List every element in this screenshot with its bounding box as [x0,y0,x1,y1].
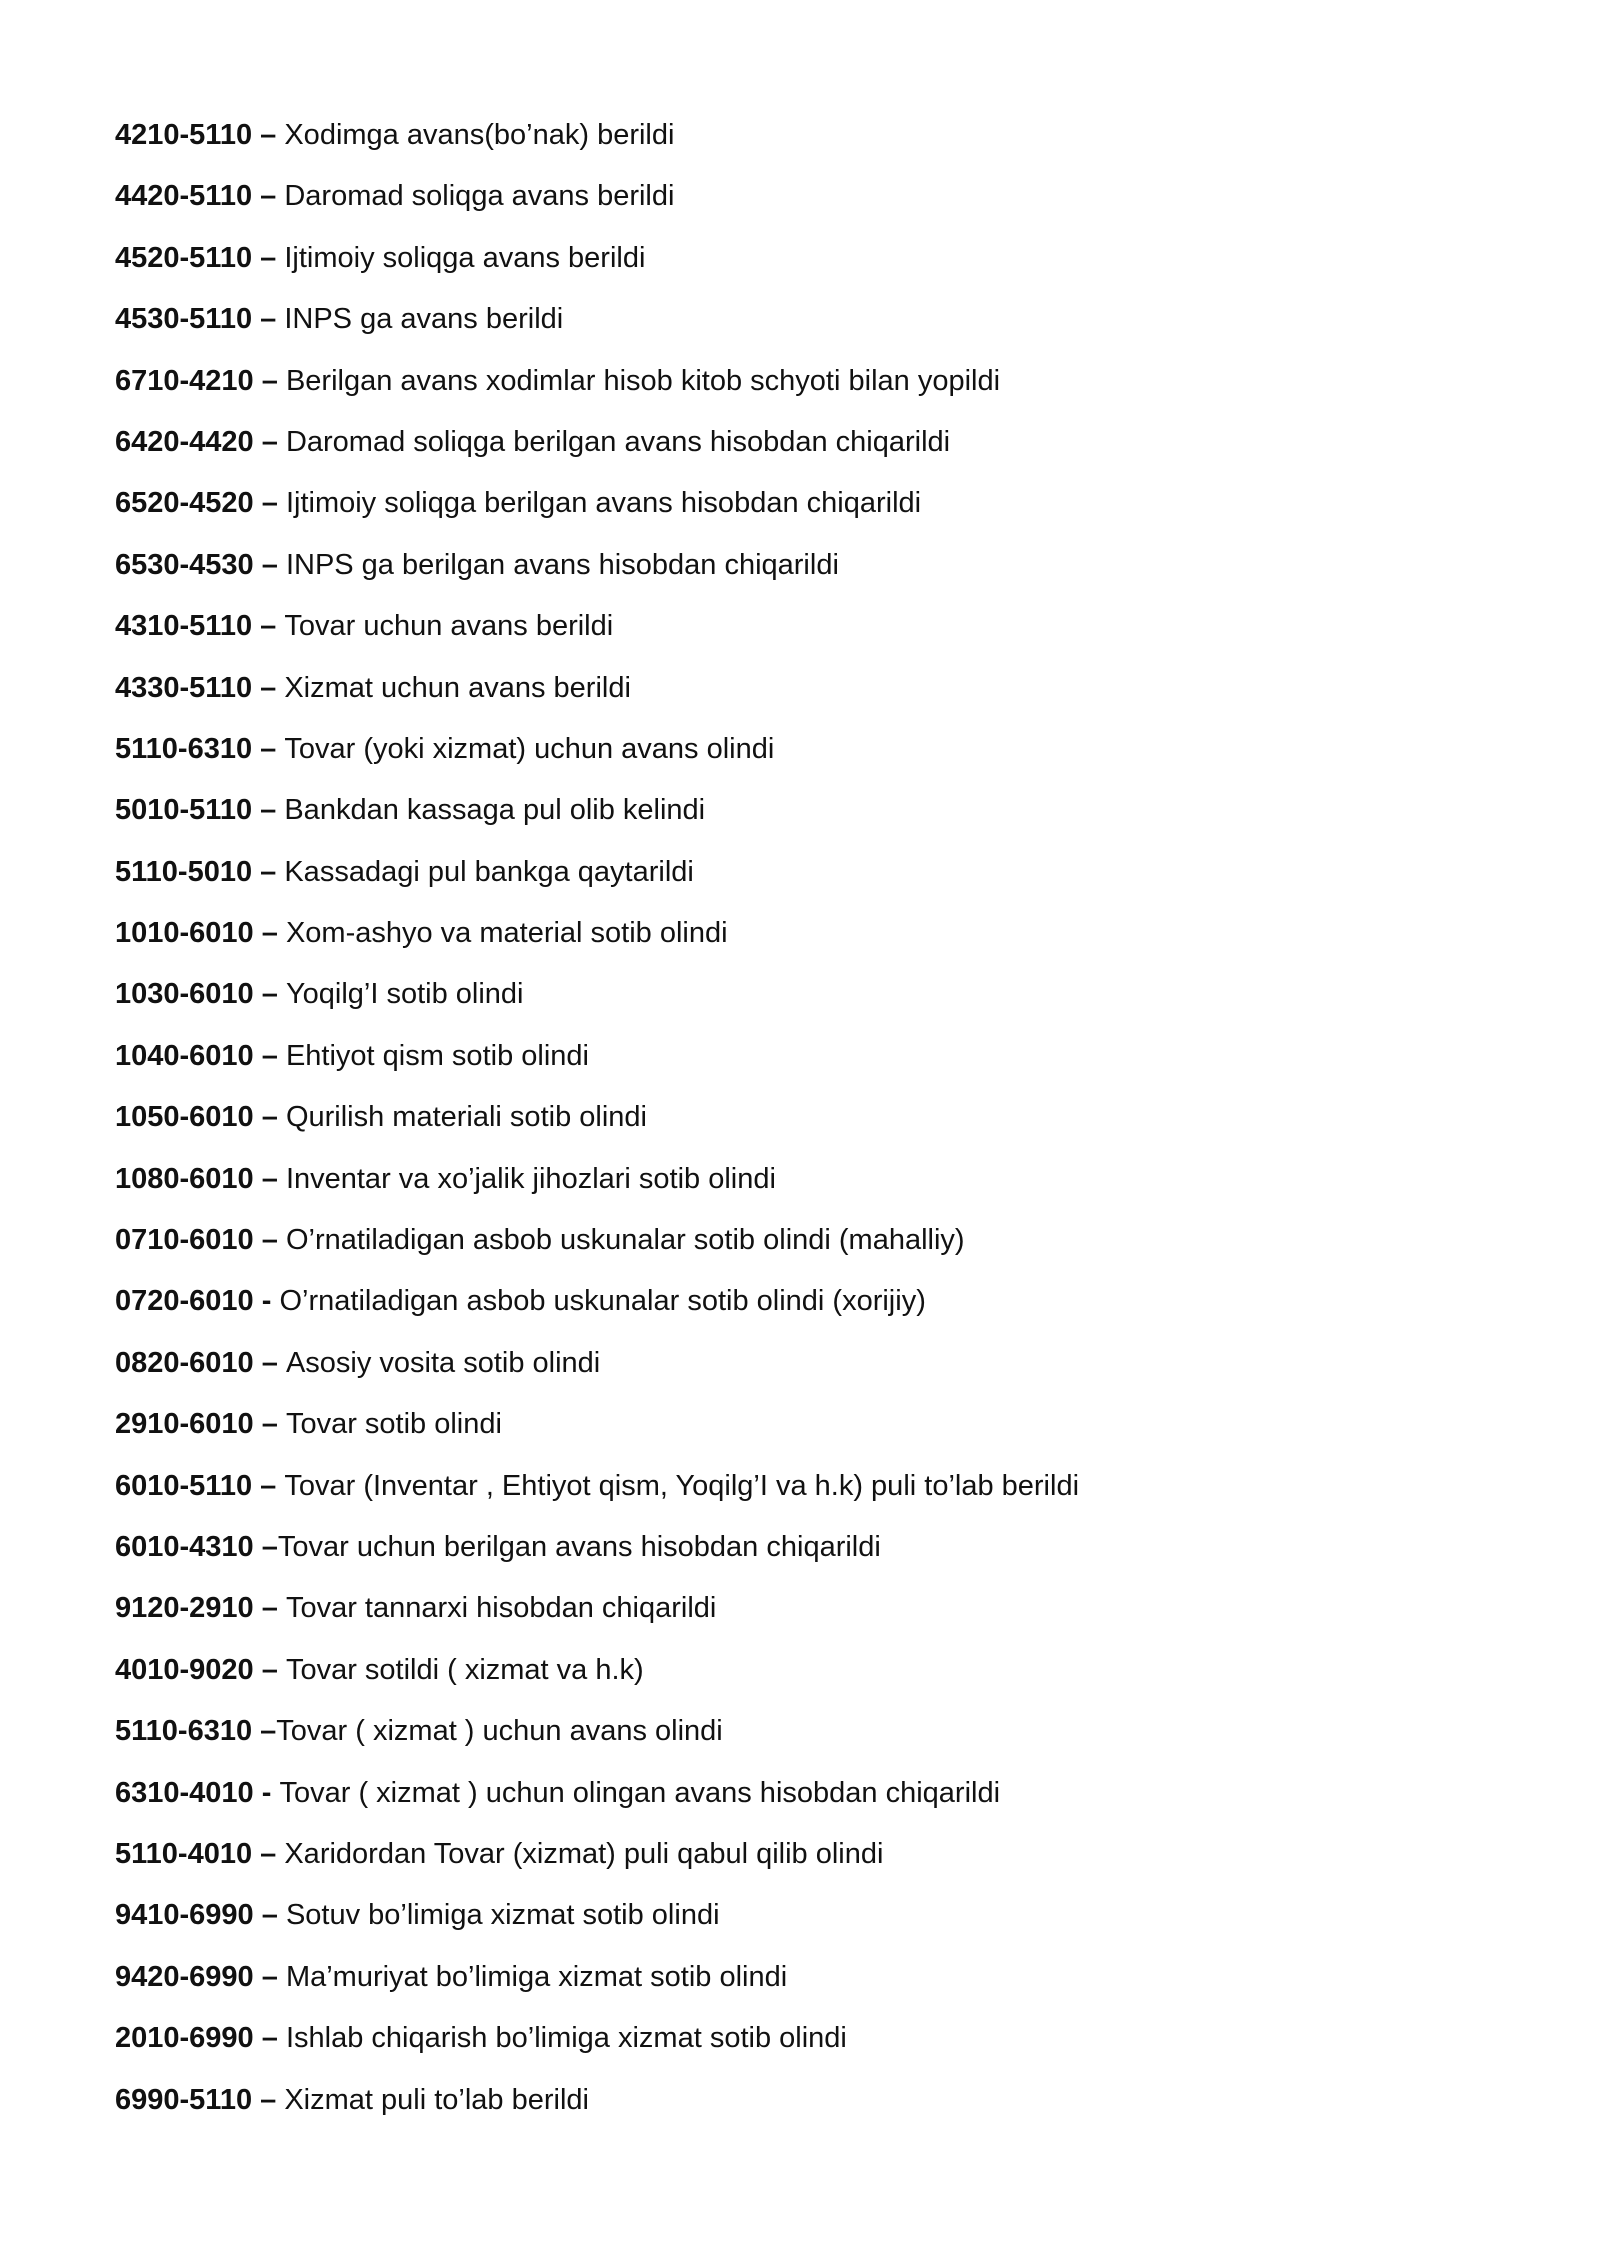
entry-description: Xizmat puli to’lab berildi [284,2083,589,2116]
account-code: 5110-4010 [115,1837,253,1870]
separator: – [252,1715,277,1748]
list-item [115,481,1555,542]
separator: – [252,2083,285,2116]
separator: - [253,1285,280,1318]
separator: – [253,917,286,950]
entry-description: Ma’muriyat bo’limiga xizmat sotib olindi [285,1960,788,1993]
account-code: 1080-6010 [115,1162,254,1195]
separator: – [253,1530,278,1563]
list-item [115,359,1555,420]
separator: – [252,119,285,151]
account-code: 5110-6310 [115,1715,253,1748]
entry-description: Bankdan kassaga pul olib kelindi [284,794,706,827]
list-item [115,297,1555,358]
entry-description: Tovar sotib olindi [285,1408,502,1441]
separator: – [253,364,286,397]
account-code: 6530-4530 [115,548,254,581]
list-item [115,420,1555,481]
entry-description: Tovar (yoki xizmat) uchun avans olindi [284,732,775,765]
entry-description: Xom-ashyo va material sotib olindi [285,917,728,950]
list-item [115,1771,1555,1832]
separator: – [252,1837,285,1870]
list-item [115,666,1555,727]
account-code: 5110-5010 [115,855,253,888]
list-item [115,1464,1555,1525]
list-item [115,113,1555,174]
list-item [115,788,1555,849]
separator: – [252,1469,285,1502]
separator: – [252,732,285,765]
account-code: 6710-4210 [115,364,254,397]
separator: – [252,180,285,213]
separator: – [252,241,285,274]
list-item [115,1955,1555,2016]
list-item [115,1402,1555,1463]
list-item [115,850,1555,911]
account-code: 6010-4310 [115,1530,254,1563]
separator: – [253,1224,286,1257]
account-code: 4210-5110 [115,119,253,151]
separator: – [252,855,285,888]
separator: – [253,1592,286,1625]
list-item [115,2139,1555,2200]
account-code: 9420-6990 [115,1960,254,1993]
account-code: 0720-6010 [115,1285,254,1318]
account-code: 6990-5110 [115,2083,253,2116]
entry-description: Tovar sotildi ( xizmat va h.k) [285,1653,644,1686]
entry-description: Tovar tannarxi hisobdan chiqarildi [285,1592,717,1625]
entry-description: Ijtimoiy soliqga avans berildi [284,241,646,274]
account-code: 6010-5110 [115,1469,253,1502]
separator: – [253,548,286,581]
account-code: 5110-6310 [115,732,253,765]
account-code: 4530-5110 [115,303,253,336]
entry-description: Berilgan avans xodimlar hisob kitob schyoti bilan yopildi [285,364,1001,397]
entry-description: INPS ga avans berildi [284,303,564,336]
entry-description: Sotuv bo’limiga xizmat sotib olindi [285,1899,720,1932]
list-item [115,1218,1555,1279]
separator: – [253,1653,286,1686]
entry-description: Xizmat uchun avans berildi [284,671,631,704]
separator: - [253,1776,280,1809]
account-code: 2010-6990 [115,2022,254,2055]
account-code: 4420-5110 [115,180,253,213]
list-item [115,1832,1555,1893]
separator: – [253,1346,286,1379]
entry-description: Daromad soliqga avans berildi [284,180,675,213]
account-code: 6420-4420 [115,425,254,458]
account-code: 6310-4010 [115,1776,254,1809]
separator: – [253,1899,286,1932]
separator: – [253,1101,286,1134]
list-item [115,2078,1555,2139]
list-item [115,1157,1555,1218]
list-item [115,2016,1555,2077]
entry-description: Ishlab chiqarish bo’limiga xizmat sotib olindi [285,2022,847,2055]
entry-description: Ijtimoiy soliqga berilgan avans hisobdan chiqarildi [285,487,922,520]
entry-description: Xaridordan Tovar (xizmat) puli qabul qilib olindi [284,1837,884,1870]
entry-description: Inventar va xo’jalik jihozlari sotib olindi [285,1162,776,1195]
list-item [115,1648,1555,1709]
separator: – [252,794,285,827]
entry-description: Tovar uchun avans berildi [284,610,614,643]
account-code: 4330-5110 [115,671,253,704]
separator: – [253,487,286,520]
account-code: 9120-2910 [115,1592,254,1625]
separator: – [252,671,285,704]
list-item [115,1525,1555,1586]
list-item [115,1034,1555,1095]
entry-description: INPS ga berilgan avans hisobdan chiqarildi [285,548,839,581]
entry-description: O’rnatiladigan asbob uskunalar sotib olindi (mahalliy) [285,1224,965,1257]
entry-description: Qurilish materiali sotib olindi [285,1101,647,1134]
account-code: 4310-5110 [115,610,253,643]
account-code: 0710-6010 [115,1224,254,1257]
account-code: 4520-5110 [115,241,253,274]
account-code: 9410-6990 [115,1899,254,1932]
entry-description: Ehtiyot qism sotib olindi [285,1039,589,1072]
list-item [115,1893,1555,1954]
entry-description: Tovar ( xizmat ) uchun avans olindi [276,1715,723,1748]
separator: – [253,1408,286,1441]
entry-description: Yoqilg’I sotib olindi [285,978,524,1011]
accounting-entries-list [115,113,1555,2200]
list-item [115,543,1555,604]
entry-description: Daromad soliqga berilgan avans hisobdan chiqarildi [285,425,951,458]
account-code: 5010-5110 [115,794,253,827]
separator: – [252,610,285,643]
entry-description: Tovar ( xizmat ) uchun olingan avans hisobdan chiqarildi [279,1776,1001,1809]
list-item [115,1709,1555,1770]
account-code: 6520-4520 [115,487,254,520]
entry-description: Kassadagi pul bankga qaytarildi [284,855,694,888]
list-item [115,1341,1555,1402]
separator: – [252,303,285,336]
list-item [115,1095,1555,1156]
list-item [115,972,1555,1033]
entry-description: Asosiy vosita sotib olindi [285,1346,601,1379]
list-item [115,727,1555,788]
account-code: 1030-6010 [115,978,254,1011]
separator: – [253,1162,286,1195]
entry-description: Tovar (Inventar , Ehtiyot qism, Yoqilg’I va h.k) puli to’lab berildi [284,1469,1080,1502]
separator: – [253,1960,286,1993]
entry-description: Tovar uchun berilgan avans hisobdan chiqarildi [277,1530,881,1563]
list-item [115,1279,1555,1340]
entry-description: O’rnatiladigan asbob uskunalar sotib olindi (xorijiy) [279,1285,926,1318]
separator: – [253,425,286,458]
list-item [115,911,1555,972]
separator: – [253,978,286,1011]
list-item [115,604,1555,665]
account-code: 1040-6010 [115,1039,254,1072]
account-code: 1010-6010 [115,917,254,950]
account-code: 1050-6010 [115,1101,254,1134]
list-item [115,174,1555,235]
account-code: 0820-6010 [115,1346,254,1379]
list-item [115,236,1555,297]
entry-description: Xodimga avans(bo’nak) berildi [284,119,675,151]
list-item [115,1586,1555,1647]
separator: – [253,1039,286,1072]
account-code: 2910-6010 [115,1408,254,1441]
separator: – [253,2022,286,2055]
account-code: 4010-9020 [115,1653,254,1686]
